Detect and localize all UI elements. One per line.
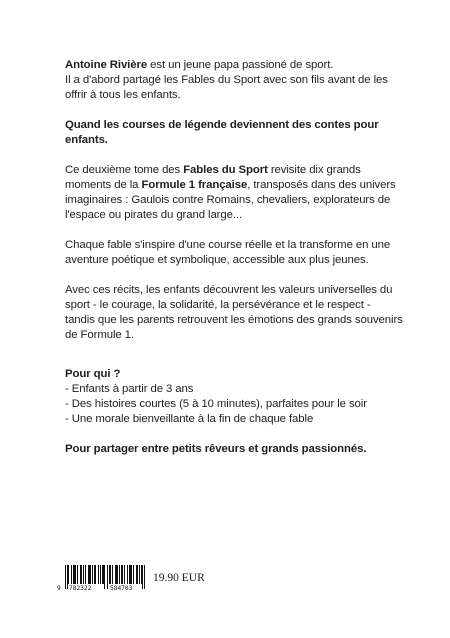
description-paragraph [65, 163, 405, 223]
barcode-bar [110, 565, 111, 584]
barcode-bar [121, 565, 122, 584]
barcode-bar [122, 565, 123, 584]
barcode-bar [129, 565, 130, 584]
barcode-bar [142, 565, 143, 589]
audience-heading: Pour qui ? [65, 368, 121, 380]
barcode-bar [65, 565, 66, 589]
barcode-bar [117, 565, 118, 584]
barcode-bar [107, 565, 108, 589]
barcode-bar [68, 565, 69, 584]
barcode-bar [136, 565, 137, 584]
barcode-bar [116, 565, 117, 584]
barcode-bar [144, 565, 145, 589]
audience-item: - Une morale bienveillante à la fin de chaque fable [65, 413, 314, 425]
barcode-bar [139, 565, 140, 584]
values-line-1: Avec ces récits, les enfants découvrent les valeurs universelles du sport - le courage, la solidarité, la persévérance et le respect - [65, 284, 393, 311]
tagline: Quand les courses de légende deviennent des contes pour enfants. [65, 119, 379, 146]
barcode-digits-group-2: 584703 [110, 585, 133, 592]
barcode-bar [131, 565, 132, 584]
barcode-bar [85, 565, 86, 584]
barcode-bar [90, 565, 91, 584]
barcode-bar [92, 565, 93, 584]
intro-line-1-rest: est un jeune papa passioné de sport. [147, 59, 334, 71]
barcode-bar [75, 565, 76, 584]
barcode-bar [109, 565, 110, 584]
intro-paragraph [65, 58, 405, 103]
barcode-bar [88, 565, 89, 584]
description-part-2: revisite dix grands moments de la [65, 164, 361, 191]
barcode-bar [115, 565, 116, 584]
barcode-bar [71, 565, 72, 584]
back-cover-text [65, 58, 405, 457]
fable-inspiration-paragraph: Chaque fable s'inspire d'une course réelle et la transforme en une aventure poétique et symbolique, accessible aux plus jeunes. [65, 239, 391, 266]
closing-line: Pour partager entre petits rêveurs et grands passionnés. [65, 443, 367, 455]
barcode-bar [127, 565, 128, 584]
barcode-bar [100, 565, 101, 584]
barcode-bar [80, 565, 81, 584]
barcode-bar [130, 565, 131, 584]
topic-formula-1: Formule 1 française [141, 179, 248, 191]
barcode-bar [77, 565, 78, 584]
barcode-bar [102, 565, 103, 584]
barcode-bar [119, 565, 120, 584]
barcode-bar [95, 565, 96, 584]
barcode-bar [141, 565, 142, 584]
barcode-bar [81, 565, 82, 584]
audience-item: - Enfants à partir de 3 ans [65, 383, 194, 395]
barcode-bar [98, 565, 99, 584]
barcode-bar [74, 565, 75, 584]
description-part-3: , transposés dans des univers imaginaires : Gaulois contre Romains, chevaliers, explorateurs de l'espace ou pirates du grand large... [65, 179, 396, 221]
isbn-barcode [56, 563, 148, 595]
barcode-bar [67, 565, 68, 589]
barcode-bar [124, 565, 125, 584]
barcode-bar [89, 565, 90, 584]
values-paragraph [65, 283, 405, 343]
audience-item: - Des histoires courtes (5 à 10 minutes), parfaites pour le soir [65, 398, 367, 410]
intro-line-1 [65, 58, 405, 73]
audience-section [65, 367, 405, 427]
barcode-bar [133, 565, 134, 584]
barcode-bar [94, 565, 95, 584]
series-title: Fables du Sport [183, 164, 268, 176]
barcode-bar [112, 565, 113, 584]
barcode-bar [103, 565, 104, 584]
barcode-bar [83, 565, 84, 584]
barcode-bar [73, 565, 74, 584]
intro-line-2: Il a d'abord partagé les Fables du Sport avec son fils avant de les offrir à tous les enfants. [65, 74, 388, 101]
description-part-1: Ce deuxième tome des [65, 164, 184, 176]
barcode-bar [104, 565, 105, 589]
barcode-bar [137, 565, 138, 584]
author-name: Antoine Rivière [65, 59, 148, 71]
price-label: 19.90 EUR [153, 572, 205, 584]
barcode-digits-group-1: 782322 [69, 585, 92, 592]
values-line-2: tandis que les parents retrouvent les émotions des grands souvenirs de Formule 1. [65, 314, 403, 341]
barcode-first-digit: 9 [57, 585, 61, 592]
